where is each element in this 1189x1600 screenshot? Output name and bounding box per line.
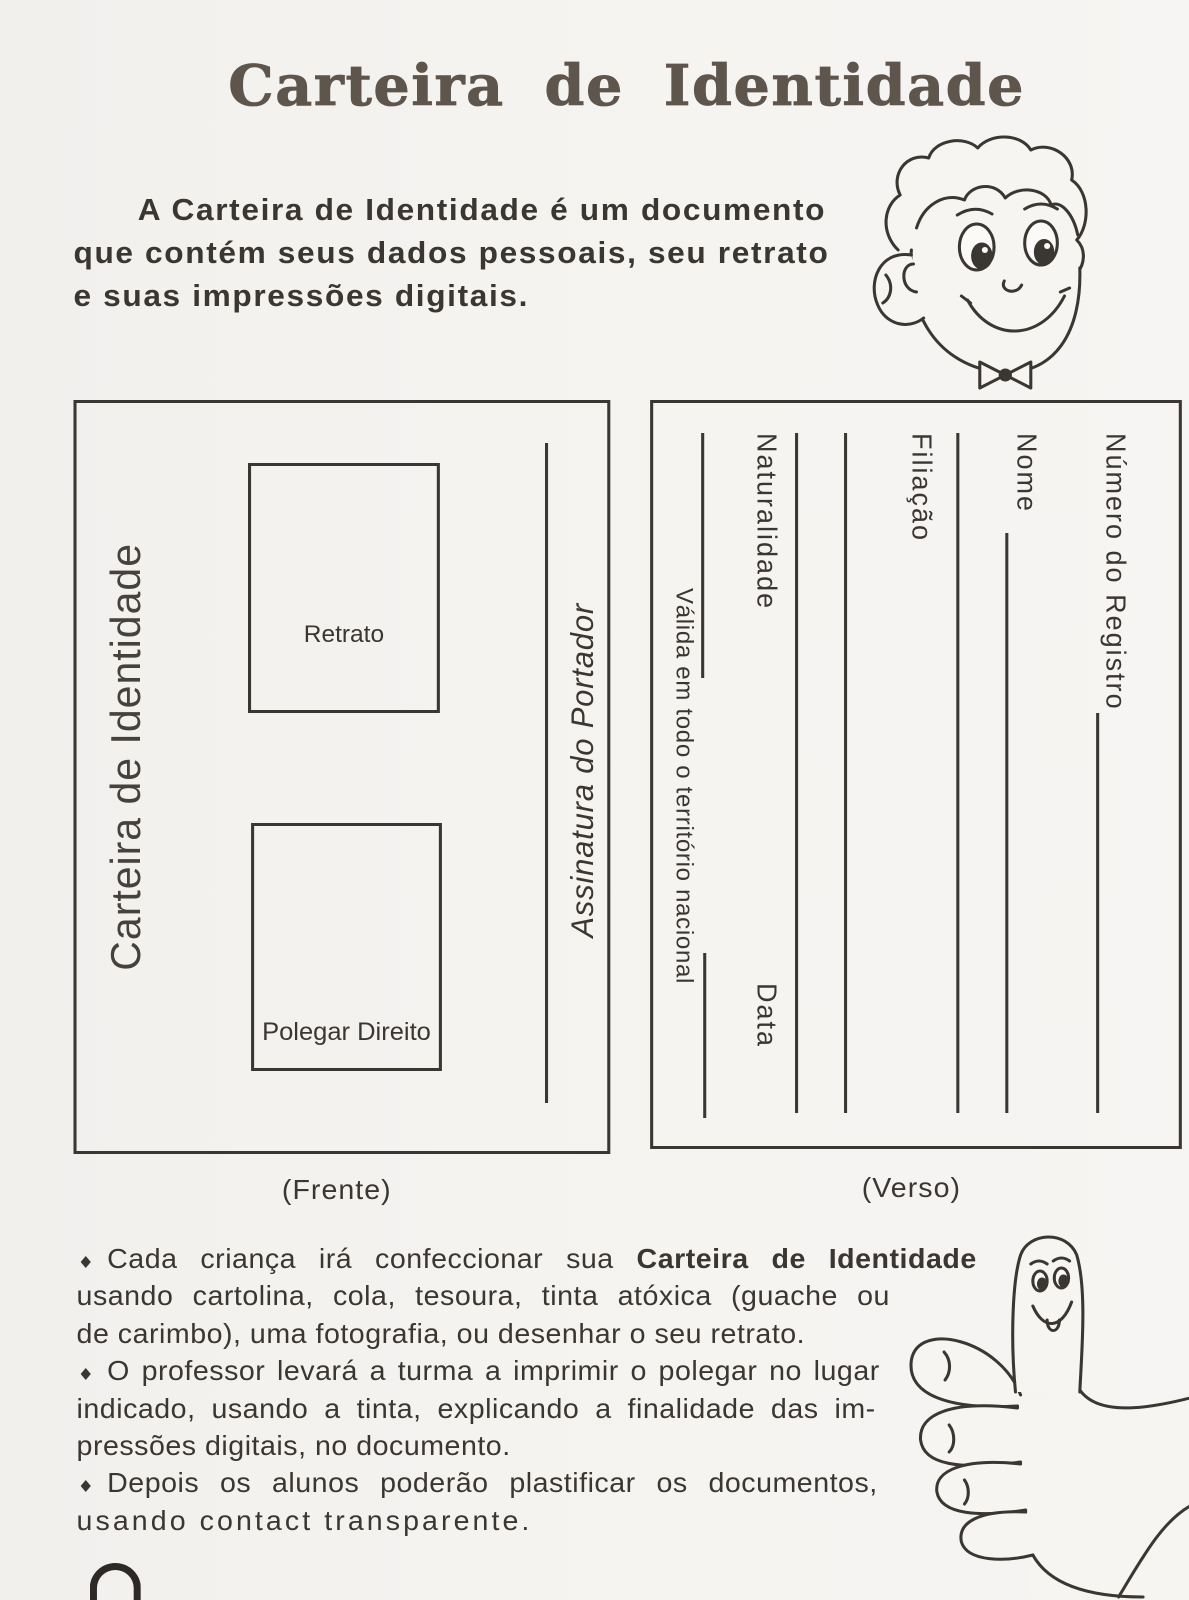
instruction-1-emphasis: Carteira de Identidade [636,1243,977,1274]
signature-label: Assinatura do Portador [564,603,601,938]
intro-line-3: e suas impressões digitais. [73,278,530,313]
thumbprint-box [251,823,442,1071]
registry-line [1096,713,1099,1113]
diamond-bullet-icon [80,1479,92,1493]
date-label: Data [751,983,782,1049]
diamond-bullet-icon [80,1255,92,1269]
photo-label: Retrato [303,621,385,648]
instruction-1-line-2: usando cartolina, cola, tesoura, tinta atóxica (guache ou [76,1280,890,1312]
intro-line-2: que contém seus dados pessoais, seu retrato [73,235,830,270]
instruction-1-lead: Cada criança irá confeccionar sua [107,1243,614,1274]
instructions-list [77,1240,977,1539]
id-card-back [650,400,1182,1149]
date-line [703,953,706,1118]
intro-line-1: A Carteira de Identidade é um documento [137,192,827,227]
name-line [1005,533,1008,1113]
girl-face-icon [865,135,1090,395]
validity-label: Válida em todo o território nacional [670,588,699,985]
parentage-line-2 [844,433,847,1113]
instruction-1-line-3: de carimbo), uma fotografia, ou desenhar o seu retrato. [76,1317,806,1349]
instruction-2-text: O professor levará a turma a imprimir o polegar no lugar [107,1355,880,1387]
photo-box [248,463,440,713]
back-caption: (Verso) [861,1172,962,1203]
birthplace-line [795,433,798,1113]
parentage-line-1 [956,433,959,1113]
signature-line [545,443,548,1103]
instruction-3-text: Depois os alunos poderão plastificar os documentos, [107,1467,878,1499]
instruction-2-line-3: pressões digitais, no documento. [76,1429,511,1461]
registry-label: Número do Registro [1100,433,1131,711]
id-card-front [73,400,610,1154]
instruction-2-line-2: indicado, usando a tinta, explicando a finalidade das im- [76,1392,876,1424]
instruction-1-line-1 [77,1240,977,1277]
instruction-3-line-1 [77,1464,878,1501]
front-caption: (Frente) [281,1174,392,1205]
validity-line-top [701,433,704,678]
birthplace-label: Naturalidade [751,433,782,611]
instruction-2-line-1 [77,1352,880,1389]
card-title-vertical: Carteira de Identidade [102,543,150,971]
name-label: Nome [1011,433,1043,514]
thumbprint-label: Polegar Direito [262,1018,431,1046]
instruction-3-line-2: usando contact transparente. [76,1504,533,1536]
page-number-badge [90,1563,141,1600]
parentage-label: Filiação [906,433,937,543]
thumbs-up-icon [888,1230,1189,1600]
diamond-bullet-icon [80,1367,92,1381]
page-title: Carteira de Identidade [228,53,1026,119]
